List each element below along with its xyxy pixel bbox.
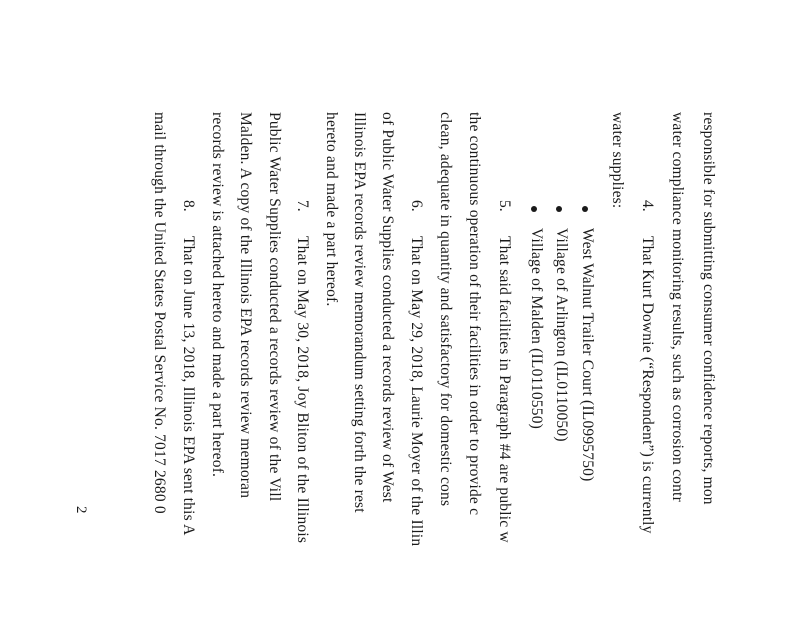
paragraph-number: 7. <box>294 200 311 212</box>
list-item: West Walnut Trailer Court (IL0995750) <box>579 228 596 482</box>
text-line: Public Water Supplies conducted a records review of the Vill <box>266 112 283 502</box>
bullet-icon <box>556 206 562 212</box>
bullet-icon <box>582 206 588 212</box>
list-item: Village of Malden (IL0110550) <box>528 228 545 430</box>
text-line: water supplies: <box>609 112 626 209</box>
text-line: Illinois EPA records review memorandum setting forth the rest <box>351 112 368 513</box>
text-line: records review is attached hereto and made a part hereof. <box>209 112 226 478</box>
text-line: Malden. A copy of the Illinois EPA records review memoran <box>237 112 254 499</box>
text-line: hereto and made a part hereof. <box>323 112 340 307</box>
paragraph-number: 6. <box>408 200 425 212</box>
page-number: 2 <box>73 506 89 514</box>
text-line: That on June 13, 2018, Illinois EPA sent this A <box>180 236 197 536</box>
text-line: mail through the United States Postal Service No. 7017 2680 0 <box>151 112 168 514</box>
text-line: That said facilities in Paragraph #4 are public w <box>496 236 513 543</box>
paragraph-number: 8. <box>180 200 197 212</box>
text-line: That on May 29, 2018, Laurie Moyer of the Illin <box>408 236 425 547</box>
text-line: clean, adequate in quantity and satisfactory for domestic cons <box>437 112 454 507</box>
text-line: of Public Water Supplies conducted a records review of West <box>379 112 396 503</box>
paragraph-number: 5. <box>496 200 513 212</box>
paragraph-number: 4. <box>639 200 656 212</box>
text-line: That Kurt Downie (“Respondent”) is currently <box>639 236 656 534</box>
text-line: the continuous operation of their facilities in order to provide c <box>466 112 483 516</box>
text-line: That on May 30, 2018, Joy Bliton of the Illinois <box>294 236 311 544</box>
text-line: responsible for submitting consumer confidence reports, mon <box>700 112 717 505</box>
list-item: Village of Arlington (IL0110050) <box>553 228 570 442</box>
bullet-icon <box>531 206 537 212</box>
text-line: water compliance monitoring results, such as corrosion contr <box>669 112 686 502</box>
